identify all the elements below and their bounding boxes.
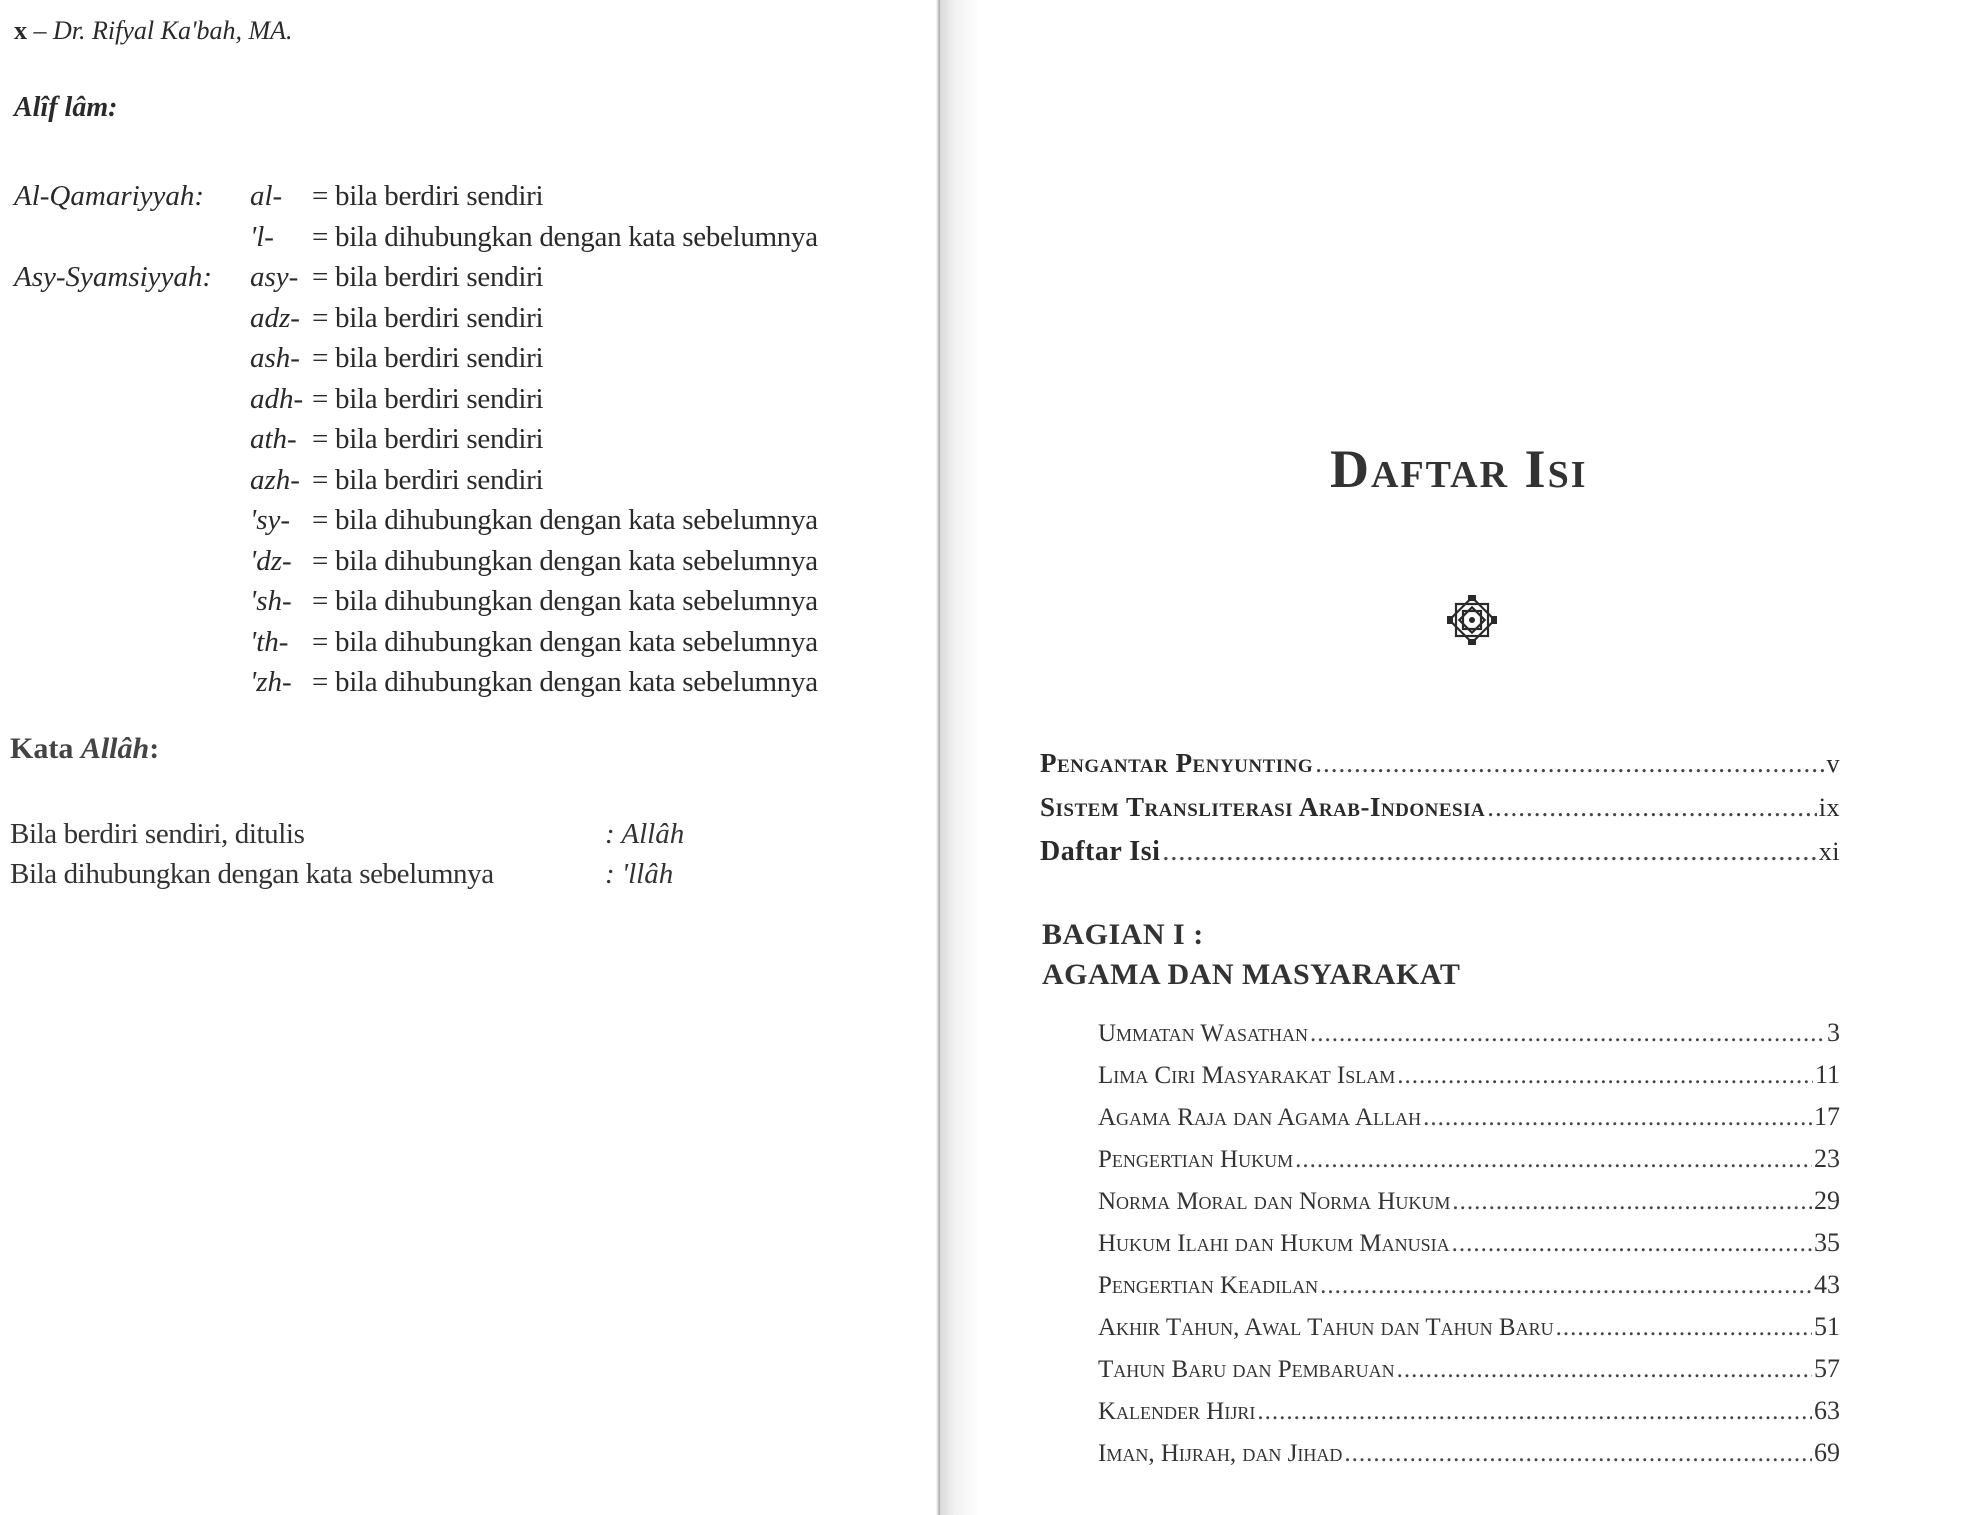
transliteration-form: 'dz- bbox=[250, 544, 292, 577]
transliteration-meaning: = bila berdiri sendiri bbox=[312, 423, 544, 455]
toc-entry-daftar-isi[interactable] bbox=[1040, 836, 1840, 868]
transliteration-form: ash- bbox=[250, 342, 300, 374]
toc-entry-page: xi bbox=[1818, 837, 1840, 866]
allah-row bbox=[10, 858, 674, 891]
toc-entry-pengantar[interactable] bbox=[1040, 748, 1840, 779]
leader-dots bbox=[1344, 1440, 1812, 1468]
transliteration-form: 'zh- bbox=[250, 666, 292, 698]
toc-entry-title: Daftar Isi bbox=[1040, 836, 1161, 867]
transliteration-form: 'sy- bbox=[250, 504, 291, 536]
toc-chapter-page: 51 bbox=[1814, 1312, 1840, 1341]
leader-dots bbox=[1162, 836, 1816, 868]
toc-chapter-entry[interactable] bbox=[1098, 1396, 1840, 1426]
transliteration-form: 'l- bbox=[250, 220, 274, 253]
leader-dots bbox=[1452, 1188, 1812, 1216]
leader-dots bbox=[1423, 1104, 1812, 1132]
toc-chapter-entry[interactable] bbox=[1098, 1438, 1840, 1468]
allah-row-value: : 'llâh bbox=[605, 858, 674, 890]
transliteration-meaning: = bila dihubungkan dengan kata sebelumnya bbox=[312, 666, 818, 698]
page-number: x bbox=[14, 16, 27, 45]
transliteration-form: asy- bbox=[250, 261, 299, 293]
toc-chapter-title: Lima Ciri Masyarakat Islam bbox=[1098, 1062, 1396, 1089]
toc-chapter-entry[interactable] bbox=[1098, 1018, 1840, 1048]
transliteration-meaning: = bila dihubungkan dengan kata sebelumnya bbox=[312, 220, 818, 253]
toc-chapter-title: Hukum Ilahi dan Hukum Manusia bbox=[1098, 1230, 1450, 1257]
toc-chapter-page: 63 bbox=[1814, 1396, 1840, 1425]
alif-lam-heading: Alîf lâm: bbox=[14, 92, 118, 123]
toc-chapter-page: 29 bbox=[1814, 1186, 1840, 1215]
transliteration-form: adh- bbox=[250, 382, 304, 415]
kata-allah-prefix: Kata bbox=[10, 732, 74, 765]
toc-entry-page: ix bbox=[1818, 793, 1840, 822]
transliteration-meaning: = bila dihubungkan dengan kata sebelumnya bbox=[312, 544, 818, 577]
leader-dots bbox=[1397, 1356, 1812, 1384]
toc-chapter-entry[interactable] bbox=[1098, 1144, 1840, 1174]
transliteration-form: azh- bbox=[250, 463, 300, 496]
toc-chapter-entry[interactable] bbox=[1098, 1060, 1840, 1090]
transliteration-meaning: = bila berdiri sendiri bbox=[312, 261, 544, 293]
transliteration-form: ath- bbox=[250, 423, 297, 455]
running-head bbox=[14, 16, 293, 46]
toc-chapter-title: Iman, Hijrah, dan Jihad bbox=[1098, 1440, 1343, 1467]
toc-entry-sistem-transliterasi[interactable] bbox=[1040, 792, 1840, 823]
leader-dots bbox=[1397, 1062, 1813, 1090]
running-head-author: Dr. Rifyal Ka'bah, MA. bbox=[53, 16, 293, 45]
transliteration-form: 'sh- bbox=[250, 585, 292, 617]
transliteration-meaning: = bila dihubungkan dengan kata sebelumnya bbox=[312, 625, 818, 658]
allah-row-text: Bila dihubungkan dengan kata sebelumnya bbox=[10, 858, 494, 890]
kata-allah-word: Allâh bbox=[80, 732, 150, 765]
transliteration-meaning: = bila dihubungkan dengan kata sebelumnya bbox=[312, 585, 818, 617]
allah-row-text: Bila berdiri sendiri, ditulis bbox=[10, 818, 305, 850]
toc-chapter-page: 43 bbox=[1814, 1270, 1840, 1299]
leader-dots bbox=[1320, 1272, 1812, 1300]
leader-dots bbox=[1556, 1314, 1812, 1342]
transliteration-meaning: = bila berdiri sendiri bbox=[312, 301, 544, 334]
toc-chapter-page: 35 bbox=[1814, 1228, 1840, 1257]
leader-dots bbox=[1257, 1398, 1812, 1426]
toc-chapter-page: 69 bbox=[1814, 1438, 1840, 1467]
transliteration-label: Al-Qamariyyah: bbox=[14, 180, 205, 212]
toc-chapter-title: Agama Raja dan Agama Allah bbox=[1098, 1104, 1422, 1131]
leader-dots bbox=[1315, 748, 1824, 779]
transliteration-meaning: = bila berdiri sendiri bbox=[312, 382, 544, 415]
toc-chapter-entry[interactable] bbox=[1098, 1102, 1840, 1132]
toc-chapter-page: 11 bbox=[1814, 1060, 1840, 1089]
transliteration-meaning: = bila berdiri sendiri bbox=[312, 342, 544, 374]
allah-row-value: : Allâh bbox=[605, 818, 685, 850]
toc-chapter-title: Pengertian Keadilan bbox=[1098, 1272, 1319, 1299]
leader-dots bbox=[1295, 1146, 1812, 1174]
toc-chapter-page: 23 bbox=[1814, 1144, 1840, 1173]
toc-chapter-entry[interactable] bbox=[1098, 1312, 1840, 1342]
toc-chapter-entry[interactable] bbox=[1098, 1354, 1840, 1384]
leader-dots bbox=[1452, 1230, 1812, 1258]
toc-chapter-page: 57 bbox=[1814, 1354, 1840, 1383]
part-heading-line2: AGAMA DAN MASYARAKAT bbox=[1042, 958, 1461, 991]
toc-chapter-entry[interactable] bbox=[1098, 1228, 1840, 1258]
running-head-separator: – bbox=[33, 16, 47, 45]
transliteration-label: Asy-Syamsiyyah: bbox=[14, 261, 213, 293]
transliteration-form: al- bbox=[250, 180, 283, 212]
part-heading-line1: BAGIAN I : bbox=[1042, 918, 1204, 951]
transliteration-form: adz- bbox=[250, 301, 300, 334]
transliteration-meaning: = bila berdiri sendiri bbox=[312, 180, 544, 212]
transliteration-meaning: = bila berdiri sendiri bbox=[312, 463, 544, 496]
leader-dots bbox=[1310, 1020, 1825, 1048]
toc-chapter-title: Akhir Tahun, Awal Tahun dan Tahun Baru bbox=[1098, 1314, 1554, 1341]
toc-entry-title: Sistem Transliterasi Arab-Indonesia bbox=[1040, 792, 1486, 822]
toc-chapter-title: Tahun Baru dan Pembaruan bbox=[1098, 1356, 1395, 1383]
page-title: Daftar Isi bbox=[1330, 439, 1588, 499]
toc-chapter-page: 17 bbox=[1814, 1102, 1840, 1131]
toc-chapter-title: Norma Moral dan Norma Hukum bbox=[1098, 1188, 1451, 1215]
toc-chapter-entry[interactable] bbox=[1098, 1270, 1840, 1300]
toc-entry-page: v bbox=[1826, 749, 1840, 778]
octagram-ornament-icon bbox=[1444, 592, 1500, 648]
kata-allah-heading bbox=[10, 732, 159, 766]
transliteration-meaning: = bila dihubungkan dengan kata sebelumnya bbox=[312, 504, 818, 536]
toc-chapter-title: Kalender Hijri bbox=[1098, 1398, 1256, 1425]
toc-chapter-title: Pengertian Hukum bbox=[1098, 1146, 1294, 1173]
kata-allah-suffix: : bbox=[149, 732, 160, 765]
left-page bbox=[0, 0, 940, 1515]
toc-chapter-title: Ummatan Wasathan bbox=[1098, 1020, 1309, 1047]
toc-chapter-entry[interactable] bbox=[1098, 1186, 1840, 1216]
toc-entry-title: Pengantar Penyunting bbox=[1040, 748, 1314, 778]
toc-chapter-page: 3 bbox=[1827, 1018, 1840, 1047]
right-page bbox=[940, 0, 1966, 1515]
leader-dots bbox=[1487, 792, 1817, 823]
allah-row bbox=[10, 818, 685, 851]
transliteration-form: 'th- bbox=[250, 625, 289, 658]
